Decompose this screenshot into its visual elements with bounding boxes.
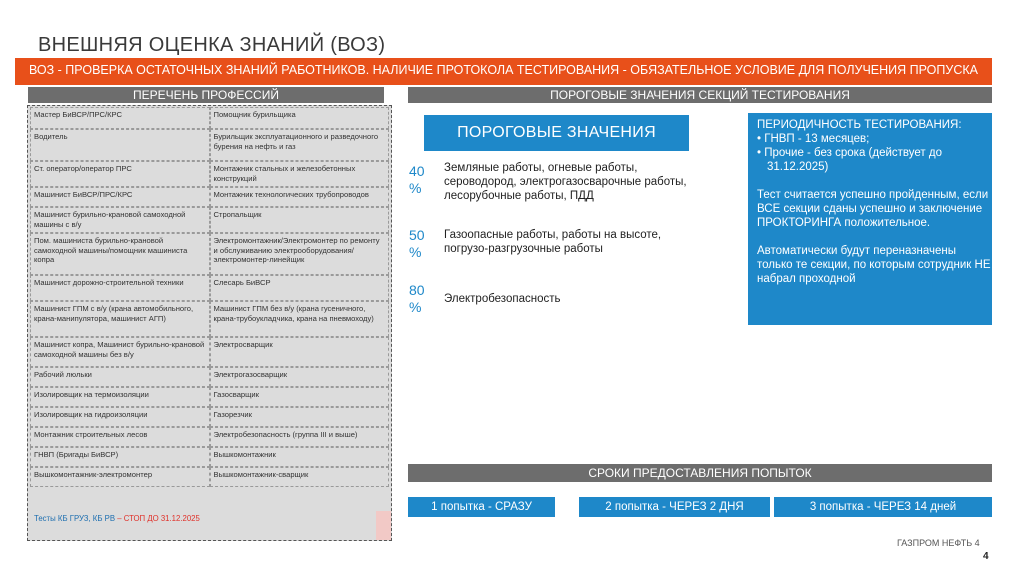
profession-cell-left: Водитель xyxy=(30,129,210,161)
profession-cell-right: Газорезчик xyxy=(210,407,390,427)
tests-note-stop: – СТОП ДО 31.12.2025 xyxy=(117,514,200,523)
thresholds-header: ПОРОГОВЫЕ ЗНАЧЕНИЯ СЕКЦИЙ ТЕСТИРОВАНИЯ xyxy=(408,87,992,103)
profession-cell-left: Ст. оператор/оператор ПРС xyxy=(30,161,210,187)
profession-cell-left: ГНВП (Бригады БиВСР) xyxy=(30,447,210,467)
table-row xyxy=(30,107,389,129)
professions-table xyxy=(27,105,392,541)
profession-cell-left: Машинист бурильно-крановой самоходной машины с в/у xyxy=(30,207,210,233)
profession-cell-left: Вышкомонтажник-электромонтер xyxy=(30,467,210,487)
profession-cell-left: Машинист дорожно-строительной техники xyxy=(30,275,210,301)
profession-cell-right: Помощник бурильщика xyxy=(210,107,390,129)
table-row xyxy=(30,233,389,275)
profession-cell-right: Монтажник стальных и железобетонных конструкций xyxy=(210,161,390,187)
profession-cell-right: Газосварщик xyxy=(210,387,390,407)
professions-header: ПЕРЕЧЕНЬ ПРОФЕССИЙ xyxy=(28,87,384,103)
periodicity-item: • Прочие - без срока (действует до 31.12.2025) xyxy=(757,147,942,173)
table-row xyxy=(30,301,389,337)
profession-cell-right: Стропальщик xyxy=(210,207,390,233)
profession-cell-left: Мастер БиВСР/ПРС/КРС xyxy=(30,107,210,129)
tests-note-text: Тесты КБ ГРУЗ, КБ РВ xyxy=(34,514,118,523)
periodicity-reassign-text: Автоматически будут переназначены только те секции, по которым сотрудник НЕ набрал проходной xyxy=(757,245,991,285)
profession-cell-right: Электробезопасность (группа III и выше) xyxy=(210,427,390,447)
profession-cell-left: Рабочий люльки xyxy=(30,367,210,387)
threshold-percent-80: 80 % xyxy=(409,282,425,315)
profession-cell-left: Монтажник строительных лесов xyxy=(30,427,210,447)
profession-cell-right: Вышкомонтажник-сварщик xyxy=(210,467,390,487)
orange-banner: ВОЗ - ПРОВЕРКА ОСТАТОЧНЫХ ЗНАНИЙ РАБОТНИКОВ. НАЛИЧИЕ ПРОТОКОЛА ТЕСТИРОВАНИЯ - ОБЯЗАТЕЛЬНОЕ УСЛОВИЕ ДЛЯ ПОЛУЧЕНИЯ ПРОПУСКА xyxy=(15,58,992,85)
table-row xyxy=(30,407,389,427)
table-row xyxy=(30,447,389,467)
profession-cell-left: Машинист БиВСР/ПРС/КРС xyxy=(30,187,210,207)
attempt-2: 2 попытка - ЧЕРЕЗ 2 ДНЯ xyxy=(579,497,770,517)
profession-cell-left: Машинист копра, Машинист бурильно-крановой самоходной машины без в/у xyxy=(30,337,210,367)
periodicity-item: • ГНВП - 13 месяцев; xyxy=(757,133,870,145)
profession-cell-right: Электросварщик xyxy=(210,337,390,367)
profession-cell-right: Электрогазосварщик xyxy=(210,367,390,387)
profession-cell-left: Изолировщик на термоизоляции xyxy=(30,387,210,407)
table-row xyxy=(30,387,389,407)
page-title: ВНЕШНЯЯ ОЦЕНКА ЗНАНИЙ (ВОЗ) xyxy=(38,34,386,56)
periodicity-title: ПЕРИОДИЧНОСТЬ ТЕСТИРОВАНИЯ: xyxy=(757,119,962,131)
periodicity-panel xyxy=(748,113,992,325)
table-row xyxy=(30,187,389,207)
profession-cell-right: Бурильщик эксплуатационного и разведочного бурения на нефть и газ xyxy=(210,129,390,161)
table-row xyxy=(30,427,389,447)
profession-cell-right: Слесарь БиВСР xyxy=(210,275,390,301)
threshold-percent-40: 40 % xyxy=(409,163,425,196)
profession-cell-left: Изолировщик на гидроизоляции xyxy=(30,407,210,427)
table-row xyxy=(30,129,389,161)
periodicity-success-text: Тест считается успешно пройденным, если ВСЕ секции сданы успешно и заключение ПРОКТОРИНГА положительное. xyxy=(757,189,989,229)
profession-cell-left: Машинист ГПМ с в/у (крана автомобильного, крана-манипулятора, машинист АГП) xyxy=(30,301,210,337)
profession-cell-right: Монтажник технологических трубопроводов xyxy=(210,187,390,207)
footer-company: ГАЗПРОМ НЕФТЬ 4 xyxy=(897,538,980,548)
pink-marker xyxy=(376,511,391,540)
table-row xyxy=(30,467,389,487)
profession-cell-left: Пом. машиниста бурильно-крановой самоходной машины/помощник машиниста копра xyxy=(30,233,210,275)
attempt-3: 3 попытка - ЧЕРЕЗ 14 дней xyxy=(774,497,992,517)
tests-note xyxy=(34,514,200,523)
attempts-header: СРОКИ ПРЕДОСТАВЛЕНИЯ ПОПЫТОК xyxy=(408,464,992,482)
table-row xyxy=(30,337,389,367)
threshold-percent-50: 50 % xyxy=(409,227,425,260)
threshold-text-80: Электробезопасность xyxy=(444,293,561,305)
table-row xyxy=(30,367,389,387)
attempt-1: 1 попытка - СРАЗУ xyxy=(408,497,555,517)
threshold-text-50: Газоопасные работы, работы на высоте, погрузо-разгрузочные работы xyxy=(444,229,662,255)
threshold-text-40: Земляные работы, огневые работы, сероводород, электрогазосварочные работы, лесорубочные работы, ПДД xyxy=(444,162,687,202)
thresholds-box-title: ПОРОГОВЫЕ ЗНАЧЕНИЯ xyxy=(424,115,689,151)
table-row xyxy=(30,207,389,233)
profession-cell-right: Вышкомонтажник xyxy=(210,447,390,467)
periodicity-list xyxy=(757,132,992,174)
table-row xyxy=(30,161,389,187)
profession-cell-right: Электромонтажник/Электромонтер по ремонту и обслуживанию электрооборудования/электромонтер-линейщик xyxy=(210,233,390,275)
table-row xyxy=(30,275,389,301)
profession-cell-right: Машинист ГПМ без в/у (крана гусеничного, крана-трубоукладчика, крана на пневмоходу) xyxy=(210,301,390,337)
page-number: 4 xyxy=(983,551,989,562)
